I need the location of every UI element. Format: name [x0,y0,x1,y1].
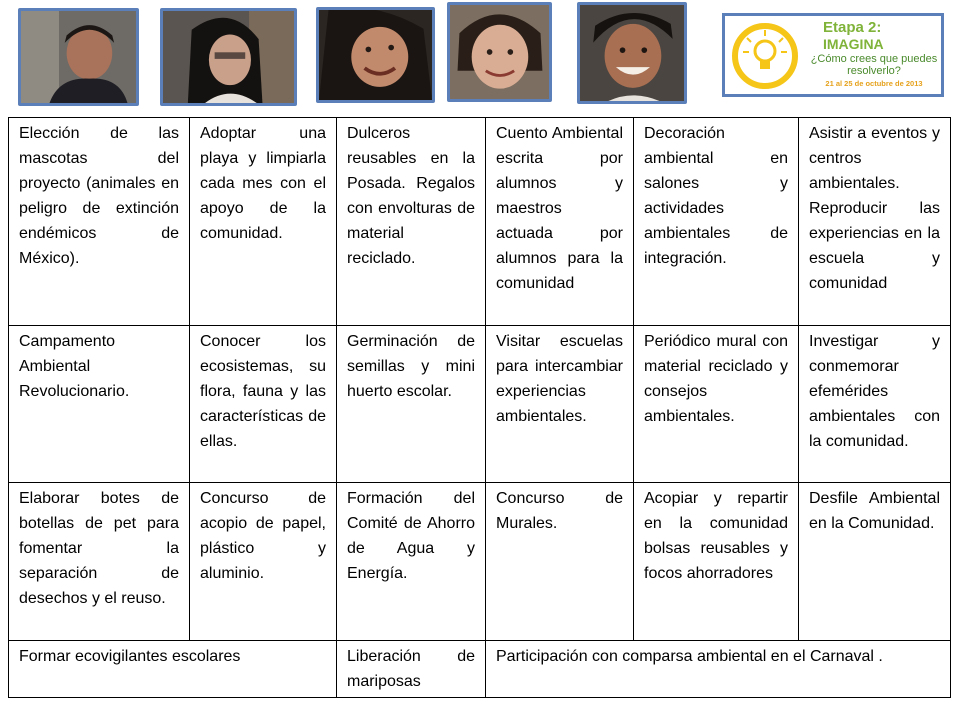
table-cell: Germinación de semillas y mini huerto escolar. [337,326,486,483]
table-row [9,641,951,698]
student-photo-1 [18,8,139,106]
student-photo-3 [316,7,435,103]
table-cell: Asistir a eventos y centros ambientales. Reproducir las experiencias en la escuela y comunidad [799,118,951,326]
table-cell: Liberación de mariposas [337,641,486,698]
badge-dates: 21 al 25 de octubre de 2013 [825,79,923,88]
table-row [9,118,951,326]
table-cell: Cuento Ambiental escrita por alumnos y maestros actuada por alumnos para la comunidad [486,118,634,326]
table-cell: Investigar y conmemorar efemérides ambientales con la comunidad. [799,326,951,483]
student-photo-4 [447,2,552,102]
table-row [9,483,951,641]
table-cell: Adoptar una playa y limpiarla cada mes con el apoyo de la comunidad. [190,118,337,326]
table-cell: Decoración ambiental en salones y actividades ambientales de integración. [634,118,799,326]
table-row [9,326,951,483]
table-cell: Conocer los ecosistemas, su flora, fauna y las características de ellas. [190,326,337,483]
student-photo-2 [160,8,297,106]
table-cell: Concurso de acopio de papel, plástico y aluminio. [190,483,337,641]
lightbulb-icon [731,22,805,92]
table-cell: Campamento Ambiental Revolucionario. [9,326,190,483]
table-cell: Formación del Comité de Ahorro de Agua y Energía. [337,483,486,641]
table-cell: Elección de las mascotas del proyecto (animales en peligro de extinción endémicos de México). [9,118,190,326]
table-cell: Elaborar botes de botellas de pet para fomentar la separación de desechos y el reuso. [9,483,190,641]
table-cell: Desfile Ambiental en la Comunidad. [799,483,951,641]
table-cell: Concurso de Murales. [486,483,634,641]
table-cell: Formar ecovigilantes escolares [9,641,337,698]
table-cell: Participación con comparsa ambiental en el Carnaval . [486,641,951,698]
etapa-badge [722,13,944,97]
badge-subtitle: IMAGINA [823,36,884,52]
table-cell: Visitar escuelas para intercambiar experiencias ambientales. [486,326,634,483]
table-cell: Periódico mural con material reciclado y consejos ambientales. [634,326,799,483]
table-cell: Dulceros reusables en la Posada. Regalos con envolturas de material reciclado. [337,118,486,326]
badge-question: ¿Cómo crees que puedes resolverlo? [810,53,938,77]
badge-title: Etapa 2: [823,19,882,36]
table-cell: Acopiar y repartir en la comunidad bolsas reusables y focos ahorradores [634,483,799,641]
activities-table [8,117,951,698]
student-photo-5 [577,2,687,104]
